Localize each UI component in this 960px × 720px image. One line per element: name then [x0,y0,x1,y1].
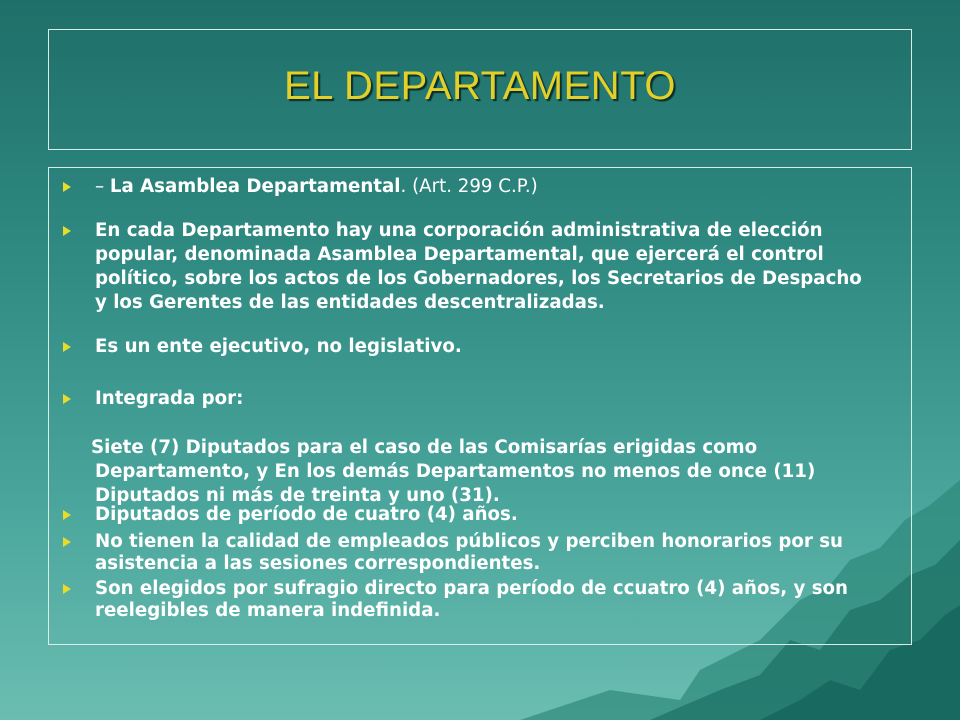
p6-line-2: asistencia a las sesiones correspondientes. [95,553,541,574]
p1-line-3: político, sobre los actos de los Gobernadores, los Secretarios de Despacho [95,268,862,289]
p4-line-2: Departamento, y En los demás Departamentos no menos de once (11) [95,461,816,482]
heading-dash: – [95,176,110,197]
content-box [48,167,912,645]
bullet-icon [63,510,71,520]
heading-text [95,175,538,199]
heading-rest: . (Art. 299 C.P.) [400,176,538,197]
p1-line-1: En cada Departamento hay una corporación administrativa de elección [95,220,823,241]
bullet-icon [63,182,71,192]
p1-line-2: popular, denominada Asamblea Departamental, que ejercerá el control [95,244,824,265]
p4-line-1: Siete (7) Diputados para el caso de las Comisarías erigidas como [91,437,758,458]
p2-text: Es un ente ejecutivo, no legislativo. [95,336,462,357]
p5-text: Diputados de período de cuatro (4) años. [95,504,518,525]
p3-text: Integrada por: [95,388,244,409]
p7-line-1: Son elegidos por sufragio directo para período de ccuatro (4) años, y son [95,578,848,599]
p7-line-2: reelegibles de manera indefinida. [95,600,441,621]
p4-line-3: Diputados ni más de treinta y uno (31). [95,485,500,506]
bullet-icon [63,537,71,547]
slide-title: EL DEPARTAMENTO [283,64,677,108]
bullet-icon [63,584,71,594]
p1-line-4: y los Gerentes de las entidades descentralizadas. [95,292,605,313]
bullet-icon [63,394,71,404]
bullet-icon [63,226,71,236]
heading-name: La Asamblea Departamental [109,176,401,197]
bullet-icon [63,342,71,352]
title-box [48,29,912,150]
p6-line-1: No tienen la calidad de empleados públicos y perciben honorarios por su [95,531,844,552]
